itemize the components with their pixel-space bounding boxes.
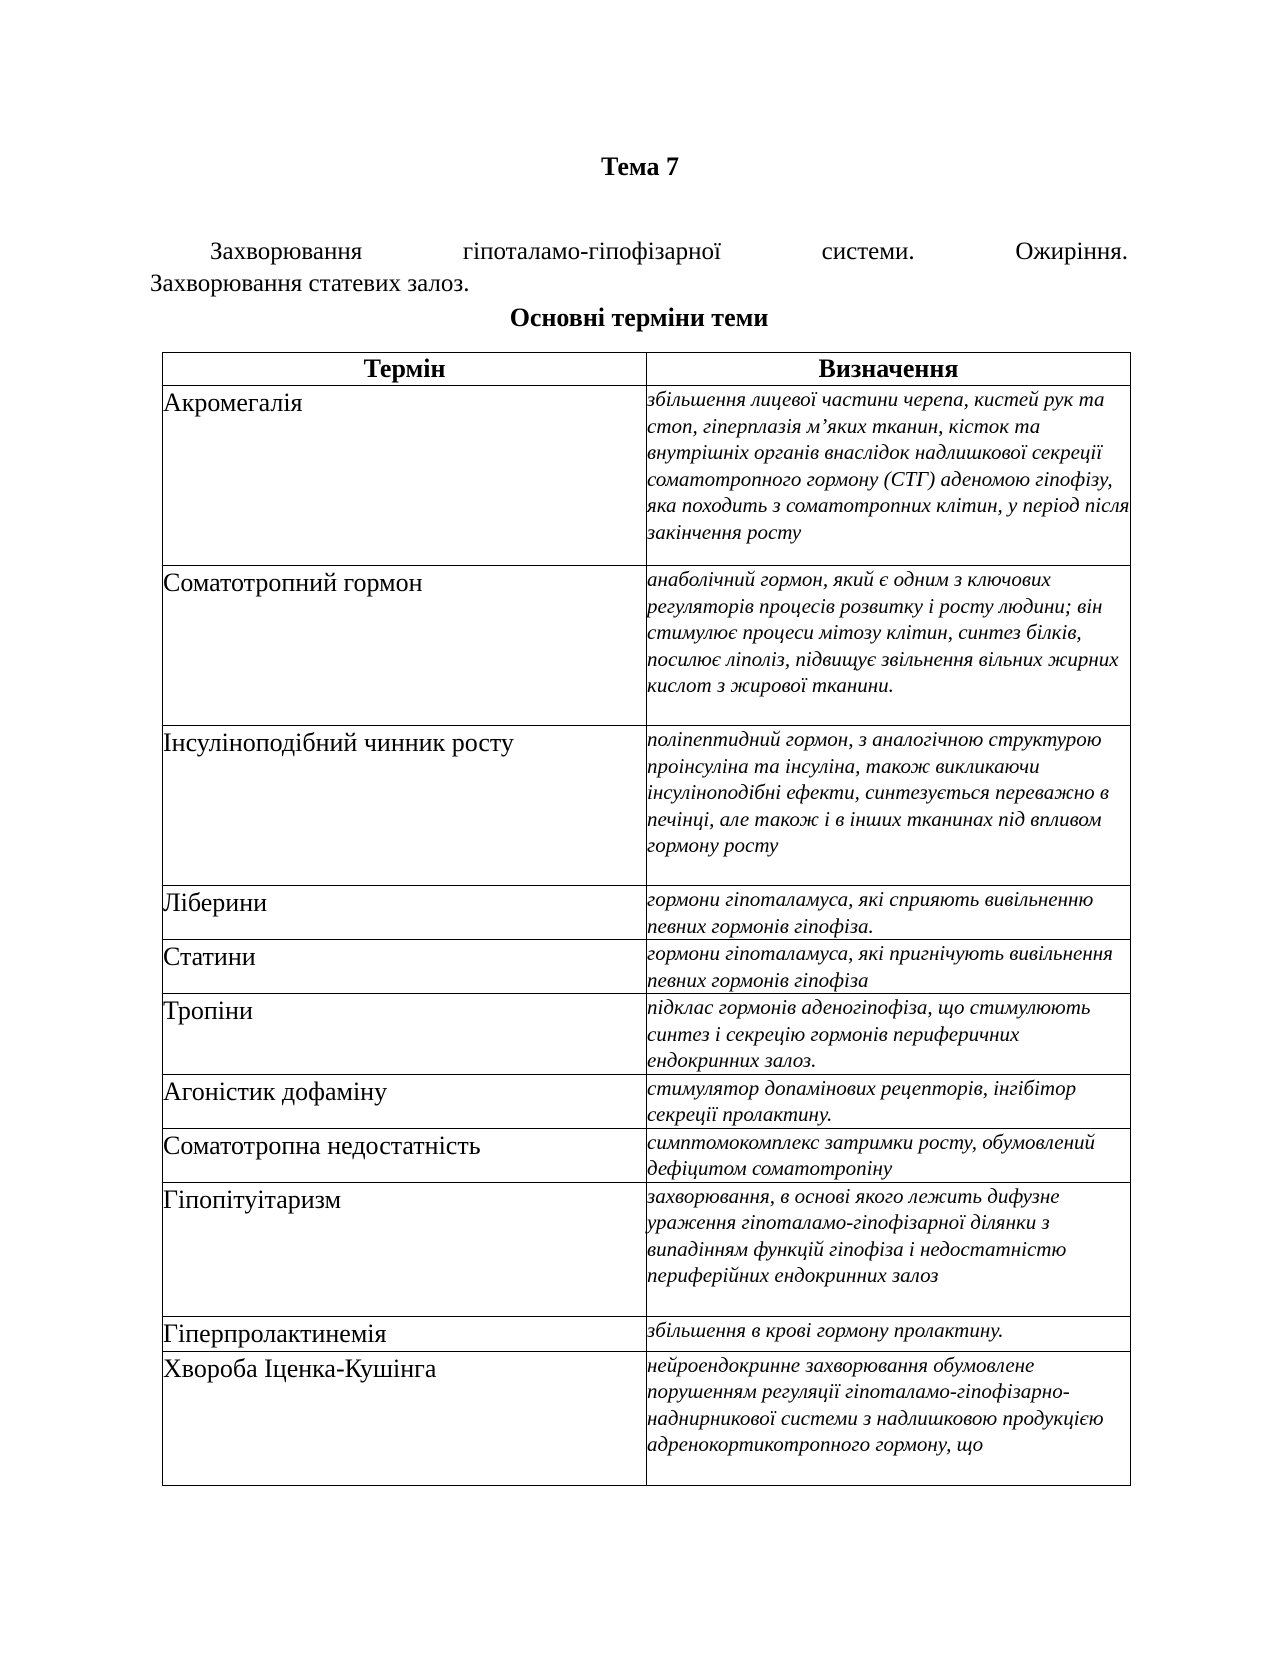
definition-cell: поліпептидний гормон, з аналогічною структурою проінсуліна та інсуліна, також викликаючи інсуліноподібні ефекти, синтезується переважно в печінці, але також і в інших тканинах під впливом гормону росту (647, 726, 1131, 886)
definition-cell: гормони гіпоталамуса, які сприяють вивільненню певних гормонів гіпофіза. (647, 886, 1131, 940)
table-row (163, 1351, 1131, 1485)
table-row (163, 1128, 1131, 1182)
terms-table (162, 352, 1131, 1486)
table-row (163, 726, 1131, 886)
definition-cell: анаболічний гормон, який є одним з ключових регуляторів процесів розвитку і росту людини; він стимулює процеси мітозу клітин, синтез білків, посилює ліполіз, підвищує звільнення вільних жирних кислот з жирової тканини. (647, 566, 1131, 726)
definition-cell: збільшення в крові гормону пролактину. (647, 1316, 1131, 1351)
table-row (163, 1182, 1131, 1316)
subtitle-line-2: Захворювання статевих залоз. (150, 270, 470, 297)
table-row (163, 386, 1131, 566)
topic-subtitle (150, 236, 1128, 300)
term-cell: Статини (163, 940, 647, 994)
table-row (163, 1316, 1131, 1351)
term-cell: Ліберини (163, 886, 647, 940)
section-heading: Основні терміни теми (509, 303, 769, 332)
term-cell: Соматотропний гормон (163, 566, 647, 726)
term-cell: Гіперпролактинемія (163, 1316, 647, 1351)
table-row (163, 940, 1131, 994)
definition-cell: підклас гормонів аденогіпофіза, що стимулюють синтез і секрецію гормонів периферичних ендокринних залоз. (647, 994, 1131, 1075)
term-cell: Акромегалія (163, 386, 647, 566)
term-cell: Агоністик дофаміну (163, 1074, 647, 1128)
page-title: Тема 7 (601, 152, 679, 181)
definition-cell: збільшення лицевої частини черепа, кистей рук та стоп, гіперплазія м’яких тканин, кісток та внутрішніх органів внаслідок надлишкової секреції соматотропного гормону (СТГ) аденомою гіпофізу, яка походить з соматотропних клітин, у період після закінчення росту (647, 386, 1131, 566)
header-definition: Визначення (647, 353, 1131, 386)
term-cell: Тропіни (163, 994, 647, 1075)
term-cell: Гіпопітуітаризм (163, 1182, 647, 1316)
table-row (163, 566, 1131, 726)
term-cell: Інсуліноподібний чинник росту (163, 726, 647, 886)
definition-cell: симптомокомплекс затримки росту, обумовлений дефіцитом соматотропіну (647, 1128, 1131, 1182)
definition-cell: стимулятор допамінових рецепторів, інгібітор секреції пролактину. (647, 1074, 1131, 1128)
table-row (163, 886, 1131, 940)
table-row (163, 1074, 1131, 1128)
header-term: Термін (163, 353, 647, 386)
definition-cell: захворювання, в основі якого лежить дифузне ураження гіпоталамо-гіпофізарної ділянки з випадінням функцій гіпофіза і недостатністю периферійних ендокринних залоз (647, 1182, 1131, 1316)
definition-cell: нейроендокринне захворювання обумовлене порушенням регуляції гіпоталамо-гіпофізарно-наднирникової системи з надлишковою продукцією адренокортикотропного гормону, що (647, 1351, 1131, 1485)
term-cell: Соматотропна недостатність (163, 1128, 647, 1182)
subtitle-line-1: Захворювання гіпоталамо-гіпофізарної системи. Ожиріння. (210, 238, 1128, 265)
definition-cell: гормони гіпоталамуса, які пригнічують вивільнення певних гормонів гіпофіза (647, 940, 1131, 994)
term-cell: Хвороба Іценка-Кушінга (163, 1351, 647, 1485)
table-row (163, 994, 1131, 1075)
table-header-row (163, 353, 1131, 386)
